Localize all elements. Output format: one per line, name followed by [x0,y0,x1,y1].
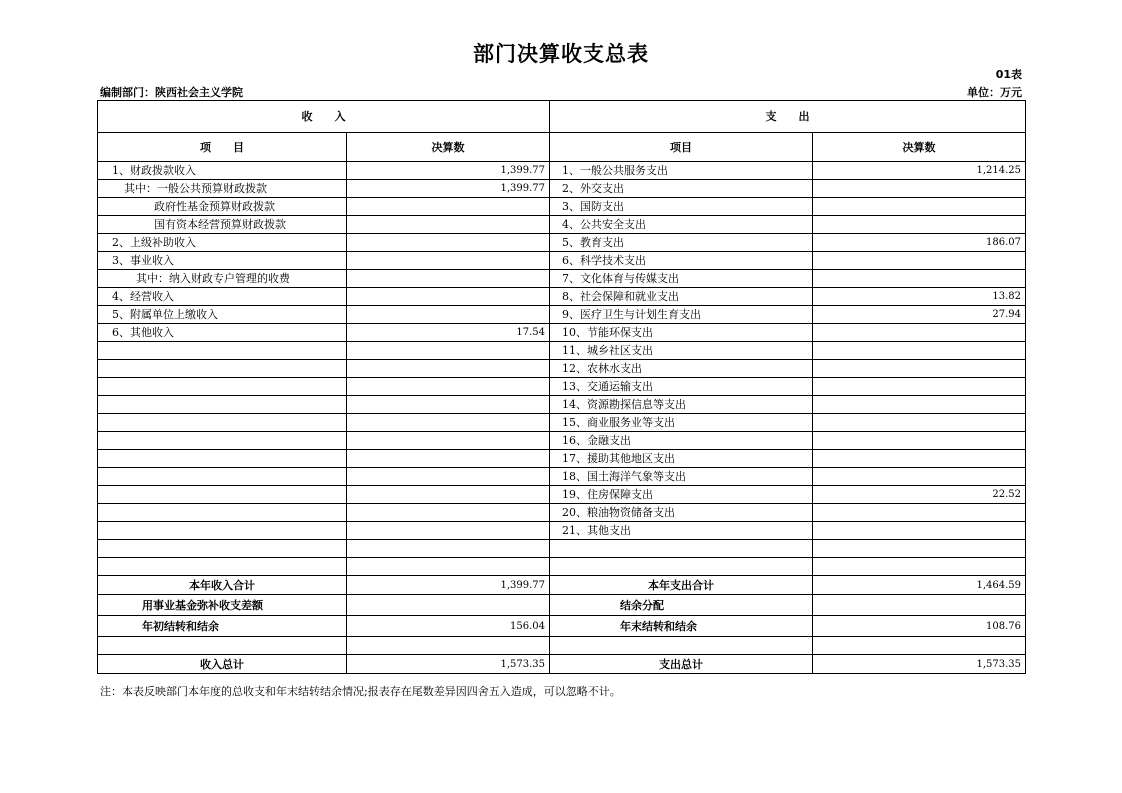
income-amount-cell [347,414,550,432]
income-item-cell: 6、其他收入 [98,324,347,342]
expense-item-cell: 9、医疗卫生与计划生育支出 [550,306,813,324]
expense-item-cell: 21、其他支出 [550,522,813,540]
income-item-cell: 其中：纳入财政专户管理的收费 [98,270,347,288]
expense-item-cell: 4、公共安全支出 [550,216,813,234]
surplus-value [813,595,1026,616]
income-amount-cell [347,486,550,504]
table-row [98,396,1026,414]
income-item-cell [98,450,347,468]
expense-amount-cell [813,198,1026,216]
expense-amount-cell [813,216,1026,234]
income-amount-cell [347,432,550,450]
expense-item-cell: 12、农林水支出 [550,360,813,378]
grand-total-row [98,655,1026,674]
expense-amount-cell: 22.52 [813,486,1026,504]
income-amount-cell [347,540,550,558]
expense-item-cell: 7、文化体育与传媒支出 [550,270,813,288]
blank-row [98,637,1026,655]
income-amount-cell [347,360,550,378]
table-row [98,252,1026,270]
table-row [98,360,1026,378]
income-item-cell: 3、事业收入 [98,252,347,270]
income-amount-cell [347,396,550,414]
expense-amount-cell [813,468,1026,486]
expense-item-cell [550,558,813,576]
expense-amount-cell [813,270,1026,288]
income-amount-header: 决算数 [347,133,550,162]
income-amount-cell [347,252,550,270]
unit-label: 单位：万元 [967,86,1022,99]
year-expense-total-value: 1,464.59 [813,576,1026,595]
table-row [98,378,1026,396]
income-amount-cell [347,306,550,324]
income-amount-cell [347,504,550,522]
expense-item-cell: 14、资源勘探信息等支出 [550,396,813,414]
expense-item-cell: 19、住房保障支出 [550,486,813,504]
table-row [98,288,1026,306]
income-amount-cell [347,522,550,540]
table-row [98,414,1026,432]
fund-label: 用事业基金弥补收支差额 [98,595,347,616]
table-row [98,522,1026,540]
expense-item-cell: 2、外交支出 [550,180,813,198]
income-amount-cell [347,342,550,360]
fund-row [98,595,1026,616]
year-income-total-label: 本年收入合计 [98,576,347,595]
table-row [98,450,1026,468]
expense-item-cell: 13、交通运输支出 [550,378,813,396]
expense-amount-cell [813,342,1026,360]
income-item-cell: 5、附属单位上缴收入 [98,306,347,324]
expense-item-cell: 20、粮油物资储备支出 [550,504,813,522]
expense-amount-cell [813,414,1026,432]
expense-item-cell: 17、援助其他地区支出 [550,450,813,468]
income-item-cell [98,468,347,486]
table-row [98,270,1026,288]
income-item-cell: 国有资本经营预算财政拨款 [98,216,347,234]
table-row [98,162,1026,180]
income-item-header: 项 目 [98,133,347,162]
expense-amount-cell [813,558,1026,576]
income-amount-cell [347,216,550,234]
table-row [98,468,1026,486]
expense-amount-cell [813,432,1026,450]
income-amount-cell: 17.54 [347,324,550,342]
income-amount-cell: 1,399.77 [347,180,550,198]
income-amount-cell: 1,399.77 [347,162,550,180]
carryover-row [98,616,1026,637]
table-row [98,180,1026,198]
expense-amount-cell: 1,214.25 [813,162,1026,180]
income-item-cell [98,360,347,378]
income-item-cell [98,540,347,558]
income-grand-total-label: 收入总计 [98,655,347,674]
expense-item-cell: 6、科学技术支出 [550,252,813,270]
income-item-cell [98,378,347,396]
income-amount-cell [347,468,550,486]
department-label: 编制部门：陕西社会主义学院 [100,86,243,99]
expense-amount-cell: 13.82 [813,288,1026,306]
income-amount-cell [347,288,550,306]
fund-value [347,595,550,616]
income-item-cell [98,522,347,540]
expense-item-cell: 15、商业服务业等支出 [550,414,813,432]
end-balance-value: 108.76 [813,616,1026,637]
expense-section-header: 支 出 [550,101,1026,133]
expense-item-cell: 5、教育支出 [550,234,813,252]
column-header-row [98,133,1026,162]
expense-amount-cell [813,450,1026,468]
table-row [98,486,1026,504]
income-amount-cell [347,558,550,576]
expense-amount-cell [813,180,1026,198]
expense-item-cell: 16、金融支出 [550,432,813,450]
income-item-cell [98,342,347,360]
expense-item-cell [550,540,813,558]
income-amount-cell [347,234,550,252]
year-total-row [98,576,1026,595]
year-income-total-value: 1,399.77 [347,576,550,595]
income-item-cell: 2、上级补助收入 [98,234,347,252]
expense-item-cell: 1、一般公共服务支出 [550,162,813,180]
table-row [98,324,1026,342]
expense-item-cell: 18、国土海洋气象等支出 [550,468,813,486]
expense-item-cell: 3、国防支出 [550,198,813,216]
table-row [98,306,1026,324]
table-code: 01表 [995,68,1022,81]
expense-amount-cell: 27.94 [813,306,1026,324]
budget-summary-table [97,100,1026,674]
expense-amount-cell [813,396,1026,414]
year-expense-total-label: 本年支出合计 [550,576,813,595]
table-row [98,234,1026,252]
income-item-cell: 政府性基金预算财政拨款 [98,198,347,216]
income-item-cell: 4、经营收入 [98,288,347,306]
table-row [98,216,1026,234]
income-item-cell: 1、财政拨款收入 [98,162,347,180]
expense-item-cell: 8、社会保障和就业支出 [550,288,813,306]
end-balance-label: 年末结转和结余 [550,616,813,637]
surplus-label: 结余分配 [550,595,813,616]
income-amount-cell [347,270,550,288]
income-item-cell: 其中：一般公共预算财政拨款 [98,180,347,198]
income-item-cell [98,504,347,522]
expense-item-cell: 10、节能环保支出 [550,324,813,342]
table-row [98,540,1026,558]
expense-amount-cell [813,360,1026,378]
expense-amount-cell [813,324,1026,342]
table-row [98,198,1026,216]
section-header-row [98,101,1026,133]
begin-balance-label: 年初结转和结余 [98,616,347,637]
expense-grand-total-label: 支出总计 [550,655,813,674]
page-title: 部门决算收支总表 [473,42,649,66]
begin-balance-value: 156.04 [347,616,550,637]
income-grand-total-value: 1,573.35 [347,655,550,674]
expense-amount-cell [813,378,1026,396]
income-amount-cell [347,378,550,396]
income-amount-cell [347,450,550,468]
income-item-cell [98,432,347,450]
income-item-cell [98,486,347,504]
income-item-cell [98,396,347,414]
expense-item-header: 项目 [550,133,813,162]
expense-amount-cell [813,522,1026,540]
table-row [98,342,1026,360]
table-row [98,558,1026,576]
income-item-cell [98,558,347,576]
footnote: 注：本表反映部门本年度的总收支和年末结转结余情况;报表存在尾数差异因四舍五入造成，可以忽略不计。 [100,685,621,698]
expense-amount-cell [813,252,1026,270]
income-amount-cell [347,198,550,216]
table-row [98,504,1026,522]
expense-amount-cell [813,540,1026,558]
income-section-header: 收 入 [98,101,550,133]
expense-amount-header: 决算数 [813,133,1026,162]
expense-grand-total-value: 1,573.35 [813,655,1026,674]
income-item-cell [98,414,347,432]
expense-amount-cell [813,504,1026,522]
expense-item-cell: 11、城乡社区支出 [550,342,813,360]
expense-amount-cell: 186.07 [813,234,1026,252]
table-row [98,432,1026,450]
